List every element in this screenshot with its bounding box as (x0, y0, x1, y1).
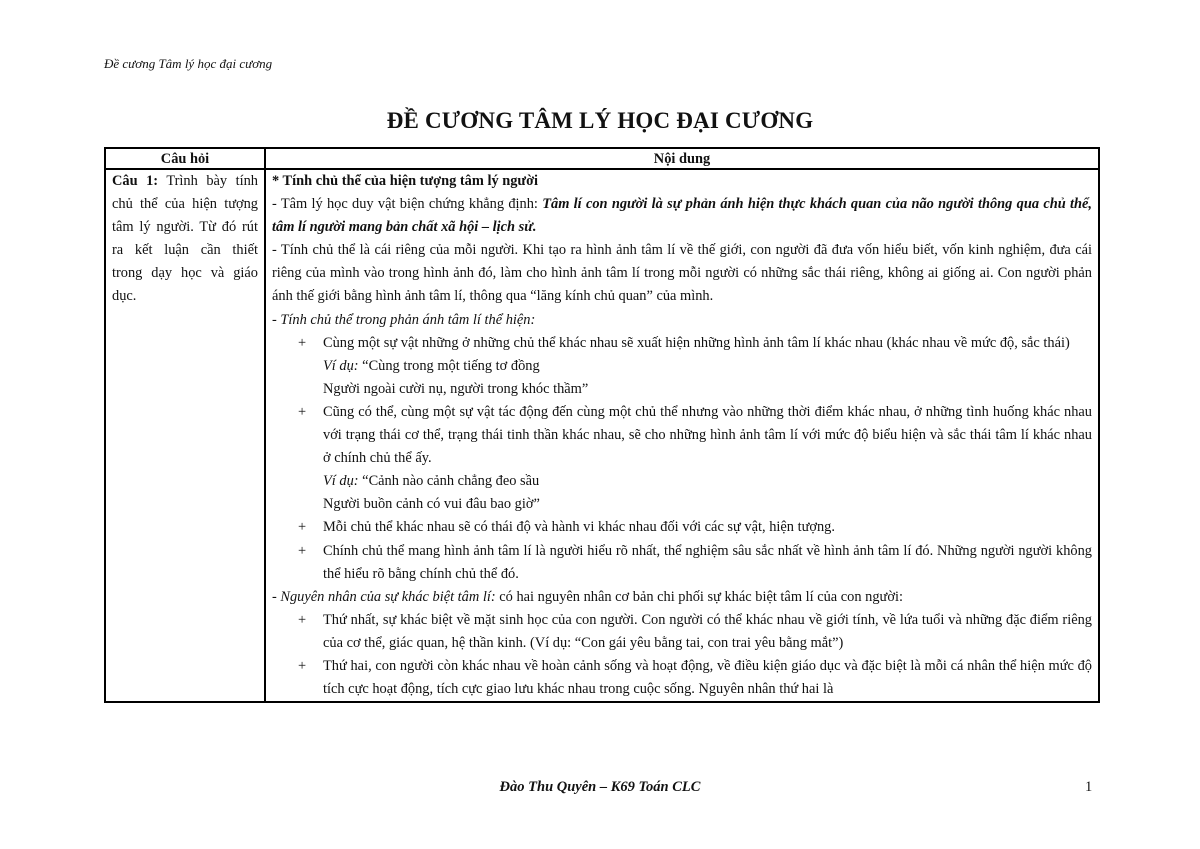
causes-text: có hai nguyên nhân cơ bản chi phối sự khác biệt tâm lí của con người: (495, 588, 903, 605)
example-line (272, 355, 1092, 378)
list-item (272, 401, 1092, 470)
paragraph-subjectivity: - Tính chủ thể là cái riêng của mỗi người. Khi tạo ra hình ảnh tâm lí về thế giới, con người đã đưa vốn hiểu biết, vốn kinh nghiệm, đưa cái riêng của mình vào trong hình ảnh đó, làm cho hình ảnh tâm lí trong mỗi người có những sắc thái riêng, không ai giống ai. Con người phản ánh thế giới bằng hình ảnh tâm lí, thông qua “lăng kính chủ quan” của mình. (272, 242, 1092, 305)
list-item-text: Chính chủ thể mang hình ảnh tâm lí là người hiểu rõ nhất, thể nghiệm sâu sắc nhất về hình ảnh tâm lí đó. Những người người không thể hiểu rõ bằng chính chủ thể đó. (323, 542, 1092, 582)
subheading-causes (272, 586, 1092, 609)
paragraph-definition (272, 193, 1092, 239)
list-item (272, 655, 1092, 701)
definition-emphasis: Tâm lí con người là sự phản ánh hiện thực khách quan của não người thông qua chủ thể, tâm lí người mang bản chất xã hội – lịch sử. (272, 196, 1092, 236)
running-header: Đề cương Tâm lý học đại cương (104, 56, 273, 71)
list-item (272, 332, 1092, 355)
section-heading: * Tính chủ thể của hiện tượng tâm lý người (272, 173, 539, 189)
example-line (272, 470, 1092, 493)
bullet-mark: + (298, 542, 307, 559)
bullet-mark: + (298, 611, 307, 628)
bullet-mark: + (298, 403, 307, 420)
example-line: Người buồn cảnh có vui đâu bao giờ” (323, 496, 540, 513)
subheading-manifestation: - Tính chủ thể trong phản ánh tâm lí thể hiện: (272, 311, 536, 328)
list-item (272, 609, 1092, 655)
table-header-row (105, 148, 1099, 169)
list-item-text: Cũng có thể, cùng một sự vật tác động đến cùng một chủ thể nhưng vào những thời điểm khác nhau, ở những tình huống khác nhau với trạng thái cơ thể, trạng thái tinh thần khác nhau, sẽ cho những hình ảnh tâm lí với mức độ biểu hiện và sắc thái tâm lí khác nhau ở chính chủ thể ấy. (323, 403, 1092, 467)
list-item-text: Cùng một sự vật những ở những chủ thể khác nhau sẽ xuất hiện những hình ảnh tâm lí khác nhau (khác nhau về mức độ, sắc thái) (323, 334, 1070, 351)
question-cell (105, 169, 265, 702)
example-line: Người ngoài cười nụ, người trong khóc thầm” (323, 380, 589, 397)
question-number: Câu 1: (112, 173, 159, 189)
list-item-text: Thứ nhất, sự khác biệt về mặt sinh học của con người. Con người có thể khác nhau về giới tính, về lứa tuổi và những đặc điểm riêng của cơ thể, giác quan, hệ thần kinh. (Ví dụ: “Con gái yêu bằng tai, con trai yêu bằng mắt”) (323, 611, 1092, 651)
page-number: 1 (1085, 779, 1093, 795)
example-text: “Cùng trong một tiếng tơ đồng (358, 357, 540, 374)
content-cell (265, 169, 1099, 702)
example-text: “Cảnh nào cảnh chẳng đeo sầu (358, 473, 540, 490)
list-item (272, 516, 1092, 539)
column-header-content: Nội dung (265, 148, 1099, 169)
bullet-mark: + (298, 657, 307, 674)
definition-lead: - Tâm lý học duy vật biện chứng khẳng định: (272, 196, 543, 213)
bullet-mark: + (298, 519, 307, 536)
bullet-mark: + (298, 334, 307, 351)
footer-author: Đào Thu Quyên – K69 Toán CLC (499, 779, 701, 795)
causes-label: - Nguyên nhân của sự khác biệt tâm lí: (272, 588, 496, 605)
list-item-text: Thứ hai, con người còn khác nhau về hoàn cảnh sống và hoạt động, về điều kiện giáo dục và đặc biệt là mỗi cá nhân thể hiện mức độ tích cực hoạt động, tích cực giao lưu khác nhau trong cuộc sống. Nguyên nhân thứ hai là (323, 657, 1092, 698)
table-row (105, 169, 1099, 702)
list-item-text: Mỗi chủ thể khác nhau sẽ có thái độ và hành vi khác nhau đối với các sự vật, hiện tượng. (323, 519, 835, 536)
example-label: Ví dụ: (323, 473, 359, 490)
outline-table (104, 147, 1100, 703)
document-title: ĐỀ CƯƠNG TÂM LÝ HỌC ĐẠI CƯƠNG (386, 108, 814, 133)
list-item (272, 540, 1092, 586)
question-text: Trình bày tính chủ thể của hiện tượng tâm lý người. Từ đó rút ra kết luận cần thiết trong dạy học và giáo dục. (112, 173, 258, 305)
column-header-question: Câu hỏi (105, 148, 265, 169)
example-label: Ví dụ: (323, 357, 359, 374)
